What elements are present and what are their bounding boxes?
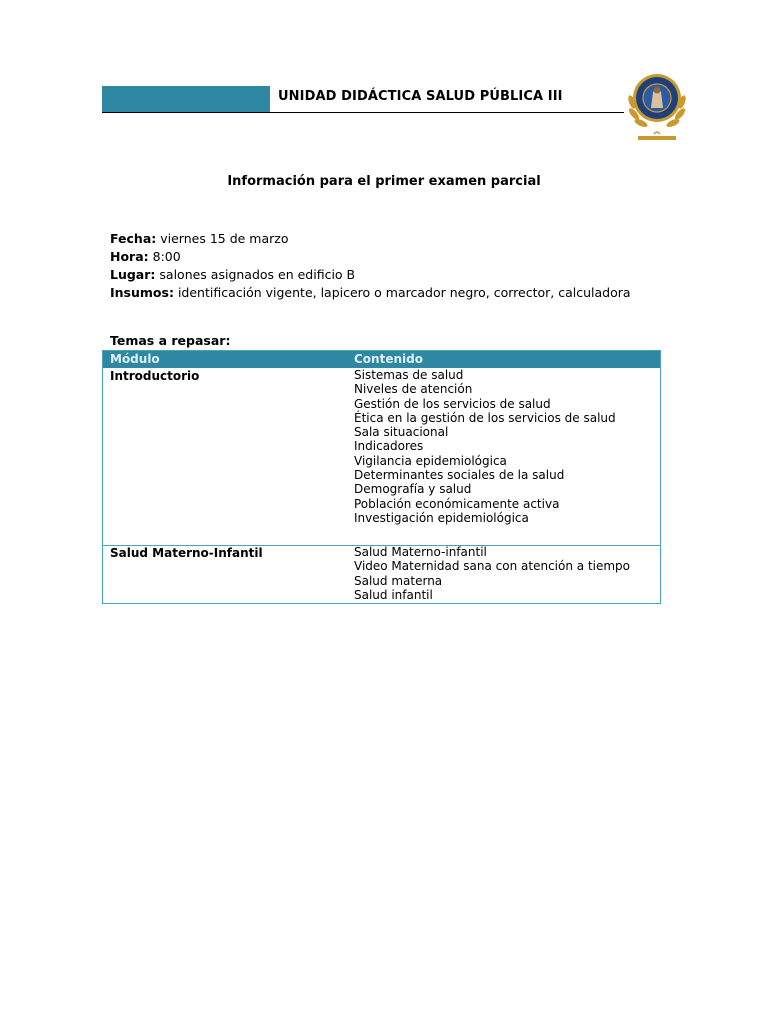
info-value: 8:00 xyxy=(152,249,181,264)
header-title: UNIDAD DIDÁCTICA SALUD PÚBLICA III xyxy=(278,89,563,104)
module-name: Salud Materno-Infantil xyxy=(110,546,263,560)
list-item: Indicadores xyxy=(354,439,424,454)
list-item: Vigilancia epidemiológica xyxy=(354,453,507,468)
info-row-lugar xyxy=(110,266,631,284)
list-item: Ética en la gestión de los servicios de salud xyxy=(354,410,616,425)
module-name: Introductorio xyxy=(110,369,200,383)
info-row-hora xyxy=(110,248,631,266)
topics-table xyxy=(102,350,661,604)
exam-info xyxy=(110,230,631,302)
content-list xyxy=(354,545,630,602)
header-rule xyxy=(102,112,624,113)
info-label: Hora: xyxy=(110,249,149,264)
content-list xyxy=(354,368,616,525)
list-item: Salud materna xyxy=(354,573,443,588)
list-item: Determinantes sociales de la salud xyxy=(354,468,565,483)
header-color-band xyxy=(102,86,270,112)
info-row-insumos xyxy=(110,284,631,302)
university-seal-icon xyxy=(626,64,688,148)
list-item: Niveles de atención xyxy=(354,382,473,397)
info-label: Insumos: xyxy=(110,285,174,300)
column-header-modulo: Módulo xyxy=(110,352,160,366)
temas-heading: Temas a repasar: xyxy=(110,333,231,348)
info-value: salones asignados en edificio B xyxy=(159,267,356,282)
list-item: Sala situacional xyxy=(354,425,449,440)
info-row-fecha xyxy=(110,230,631,248)
info-value: identificación vigente, lapicero o marcador negro, corrector, calculadora xyxy=(177,285,631,300)
info-value: viernes 15 de marzo xyxy=(160,231,289,246)
list-item: Salud Materno-infantil xyxy=(354,545,487,559)
list-item: Salud infantil xyxy=(354,587,433,602)
info-label: Lugar: xyxy=(110,267,156,282)
list-item: Demografía y salud xyxy=(354,482,472,497)
info-label: Fecha: xyxy=(110,231,157,246)
document-title: Información para el primer examen parcial xyxy=(227,174,541,189)
list-item: Video Maternidad sana con atención a tiempo xyxy=(354,559,631,574)
table-header xyxy=(103,351,660,368)
list-item: Gestión de los servicios de salud xyxy=(354,396,551,411)
list-item: Población económicamente activa xyxy=(354,496,560,511)
list-item: Sistemas de salud xyxy=(354,368,464,382)
list-item: Investigación epidemiológica xyxy=(354,510,529,525)
column-header-contenido: Contenido xyxy=(354,352,423,366)
